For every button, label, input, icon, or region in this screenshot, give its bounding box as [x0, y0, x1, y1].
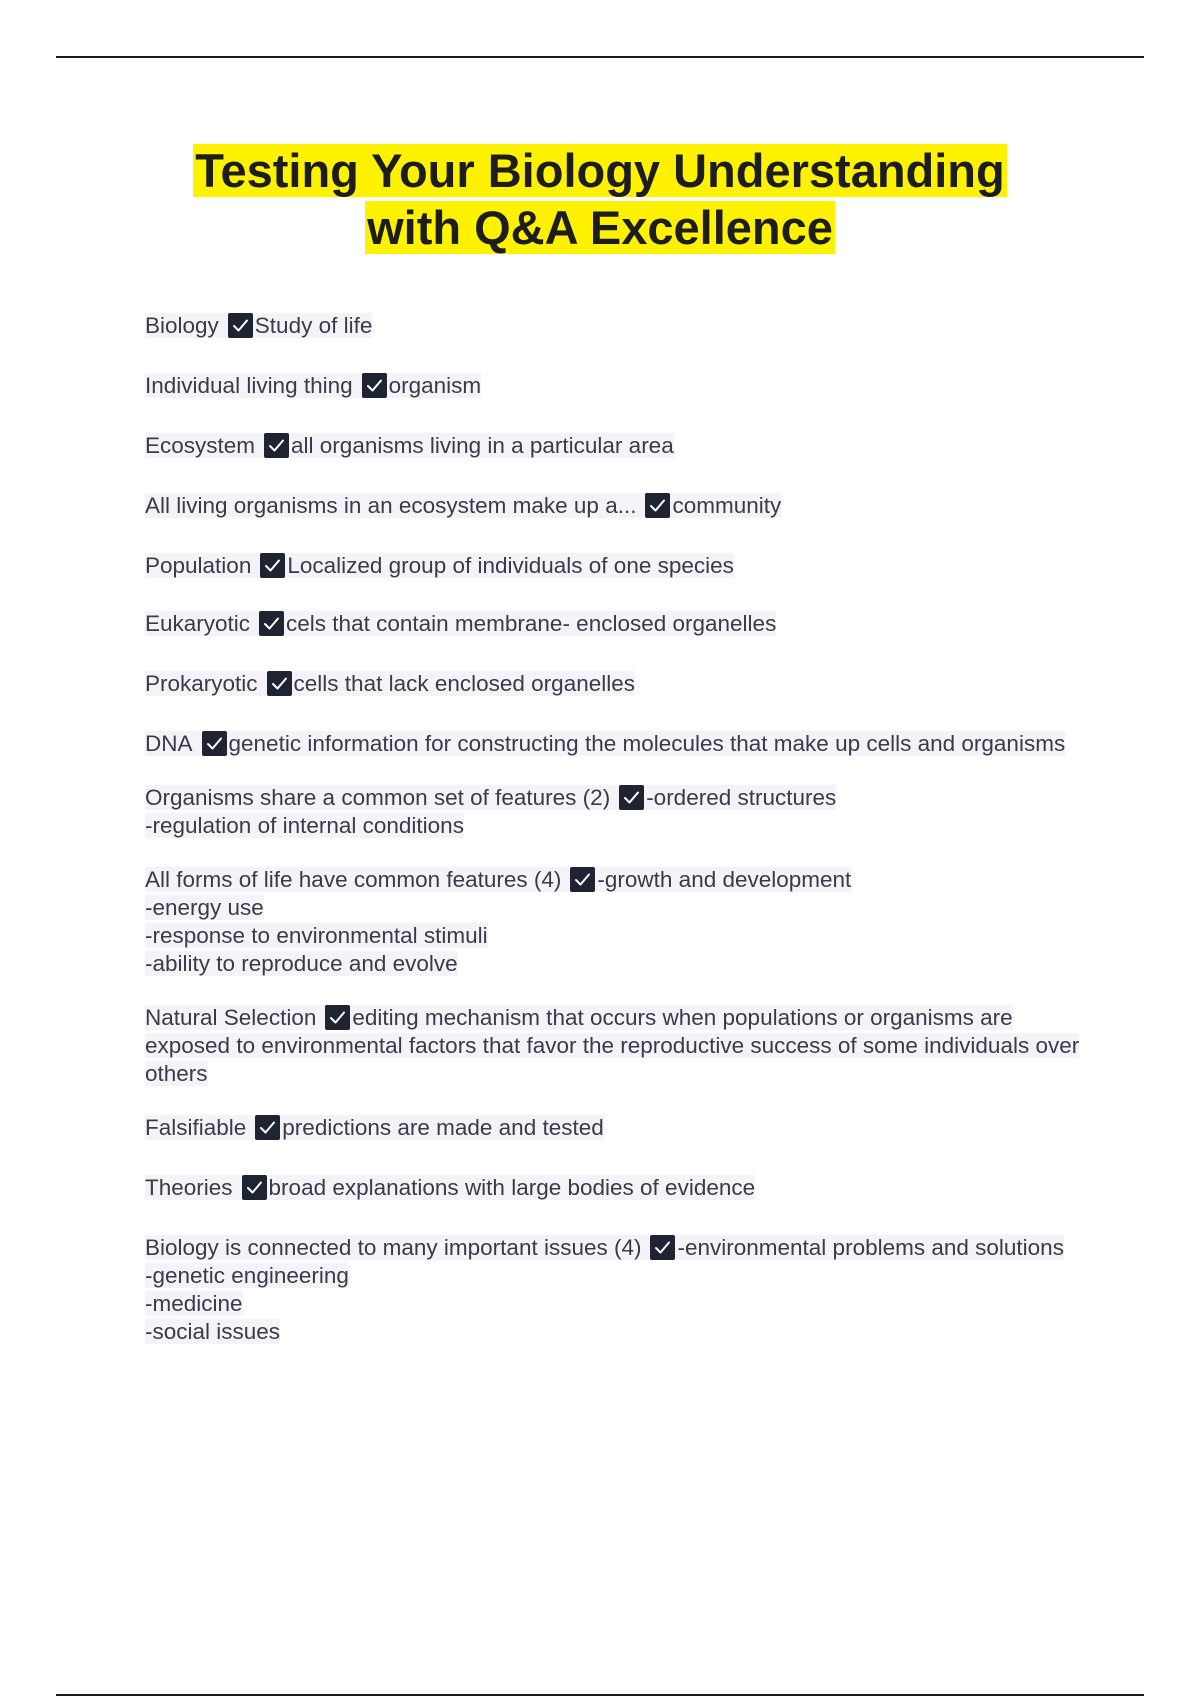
- answer-text: -genetic engineering: [145, 1263, 349, 1288]
- answer-text: -ordered structures: [646, 785, 837, 810]
- qa-item-text: [145, 493, 781, 518]
- qa-item-text: [145, 1005, 1079, 1086]
- question-text: Biology is connected to many important issues (4): [145, 1235, 642, 1260]
- qa-item: [145, 1174, 1090, 1202]
- qa-item-text: [145, 671, 635, 696]
- question-text: All living organisms in an ecosystem make up a...: [145, 493, 637, 518]
- question-text: Biology: [145, 313, 219, 338]
- qa-item-text: [145, 373, 481, 398]
- qa-item: [145, 784, 1090, 840]
- title-line-2: with Q&A Excellence: [367, 201, 833, 254]
- check-box-icon: [362, 373, 387, 398]
- answer-text: -energy use: [145, 895, 264, 920]
- qa-item-text: [145, 611, 776, 636]
- question-text: All forms of life have common features (4): [145, 867, 562, 892]
- qa-item-text: [145, 1115, 604, 1140]
- answer-text: -medicine: [145, 1291, 243, 1316]
- qa-item: [145, 552, 1090, 580]
- check-box-icon: [260, 553, 285, 578]
- answer-text: -growth and development: [597, 867, 852, 892]
- question-text: Falsifiable: [145, 1115, 247, 1140]
- document-title: [0, 142, 1200, 256]
- question-text: DNA: [145, 731, 193, 756]
- qa-item: [145, 492, 1090, 520]
- question-text: Individual living thing: [145, 373, 353, 398]
- answer-text: all organisms living in a particular area: [291, 433, 674, 458]
- qa-item: [145, 866, 1090, 978]
- qa-item-text: [145, 867, 851, 976]
- qa-item-text: [145, 433, 674, 458]
- question-text: Theories: [145, 1175, 233, 1200]
- answer-text: predictions are made and tested: [282, 1115, 604, 1140]
- check-box-icon: [570, 867, 595, 892]
- qa-item: [145, 432, 1090, 460]
- check-box-icon: [228, 313, 253, 338]
- answer-text: Study of life: [254, 313, 373, 338]
- title-line-1: Testing Your Biology Understanding: [195, 144, 1005, 197]
- answer-text: genetic information for constructing the molecules that make up cells and organisms: [228, 731, 1066, 756]
- check-box-icon: [259, 611, 284, 636]
- qa-item: [145, 312, 1090, 340]
- check-box-icon: [202, 731, 227, 756]
- qa-item: [145, 1234, 1090, 1346]
- check-box-icon: [645, 493, 670, 518]
- question-text: Organisms share a common set of features (2): [145, 785, 611, 810]
- check-box-icon: [264, 433, 289, 458]
- question-text: Eukaryotic: [145, 611, 251, 636]
- bottom-rule: [56, 1694, 1144, 1696]
- question-text: Prokaryotic: [145, 671, 258, 696]
- qa-item: [145, 610, 1090, 638]
- answer-text: organism: [388, 373, 482, 398]
- qa-item: [145, 670, 1090, 698]
- answer-text: Localized group of individuals of one species: [287, 553, 734, 578]
- top-rule: [56, 56, 1144, 58]
- answer-text: -regulation of internal conditions: [145, 813, 464, 838]
- answer-text: cells that lack enclosed organelles: [293, 671, 635, 696]
- qa-list: [145, 284, 1090, 1346]
- check-box-icon: [242, 1175, 267, 1200]
- check-box-icon: [255, 1115, 280, 1140]
- qa-item: [145, 372, 1090, 400]
- answer-text: -environmental problems and solutions: [677, 1235, 1064, 1260]
- answer-text: cels that contain membrane- enclosed organelles: [286, 611, 777, 636]
- question-text: Ecosystem: [145, 433, 256, 458]
- qa-item-text: [145, 785, 836, 838]
- answer-text: -social issues: [145, 1319, 281, 1344]
- qa-item-text: [145, 313, 372, 338]
- qa-item-text: [145, 1175, 755, 1200]
- qa-item: [145, 730, 1090, 758]
- answer-text: community: [672, 493, 782, 518]
- check-box-icon: [325, 1005, 350, 1030]
- check-box-icon: [267, 671, 292, 696]
- question-text: Natural Selection: [145, 1005, 317, 1030]
- qa-item-text: [145, 553, 734, 578]
- answer-text: -ability to reproduce and evolve: [145, 951, 458, 976]
- answer-text: editing mechanism that occurs when populations or organisms are exposed to environmental factors that favor the reproductive success of some individuals over others: [145, 1005, 1080, 1086]
- check-box-icon: [619, 785, 644, 810]
- answer-text: -response to environmental stimuli: [145, 923, 488, 948]
- answer-text: broad explanations with large bodies of evidence: [268, 1175, 756, 1200]
- qa-item: [145, 1114, 1090, 1142]
- qa-item-text: [145, 1235, 1064, 1344]
- qa-item: [145, 1004, 1090, 1088]
- qa-item-text: [145, 731, 1065, 756]
- question-text: Population: [145, 553, 252, 578]
- check-box-icon: [650, 1235, 675, 1260]
